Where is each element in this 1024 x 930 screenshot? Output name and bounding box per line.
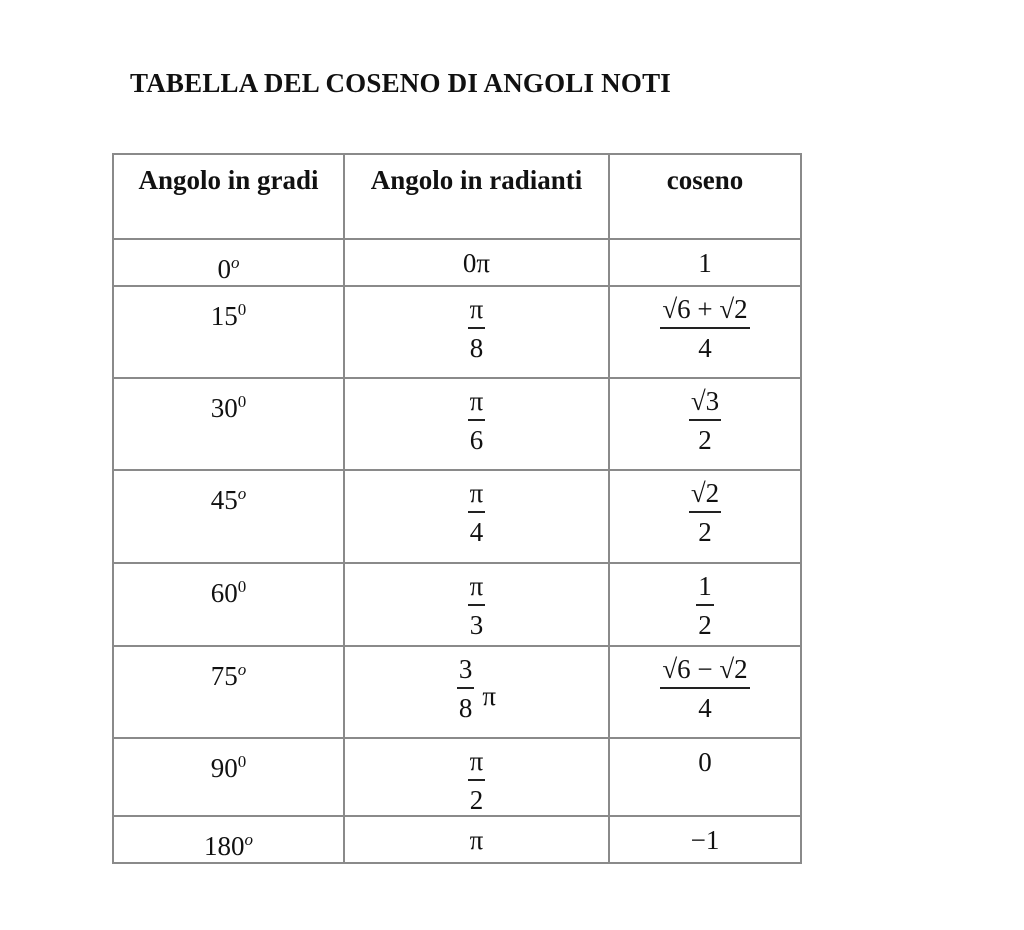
degree-symbol: 0 — [237, 392, 247, 411]
radians-value — [463, 248, 490, 278]
radians-denominator: 2 — [469, 785, 484, 815]
radians-value — [470, 825, 484, 855]
cosine-value — [698, 248, 712, 278]
cosine-denominator: 4 — [698, 333, 712, 363]
cosine-fraction — [660, 295, 749, 363]
cosine-text: 0 — [698, 747, 712, 777]
radians-cell — [344, 563, 609, 646]
radians-text: π — [469, 825, 484, 855]
cosine-cell — [609, 563, 801, 646]
radians-value — [457, 654, 497, 723]
radians-numerator: π — [468, 387, 486, 421]
degree-symbol: 0 — [237, 752, 247, 771]
degree-symbol: 0 — [237, 577, 247, 596]
table-row — [113, 378, 801, 470]
table-row — [113, 239, 801, 286]
radians-value — [468, 746, 486, 815]
radians-fraction — [468, 572, 486, 640]
cosine-value — [689, 478, 721, 547]
degrees-cell — [113, 738, 344, 816]
radians-cell — [344, 646, 609, 738]
cosine-text: 1 — [698, 248, 712, 278]
degrees-value: 45 — [210, 485, 238, 515]
table-row — [113, 563, 801, 646]
cosine-denominator: 2 — [698, 610, 712, 640]
radians-numerator: π — [468, 747, 486, 781]
cosine-table — [112, 153, 802, 864]
cosine-cell — [609, 470, 801, 563]
degree-symbol: o — [237, 660, 247, 679]
cosine-cell — [609, 286, 801, 378]
cosine-fraction — [660, 655, 749, 723]
radians-numerator: π — [468, 572, 486, 606]
degrees-cell — [113, 646, 344, 738]
radians-denominator: 3 — [469, 610, 484, 640]
table-row — [113, 738, 801, 816]
radians-numerator: π — [468, 295, 486, 329]
radians-cell — [344, 816, 609, 863]
cosine-denominator: 4 — [698, 693, 712, 723]
radians-denominator: 4 — [469, 517, 484, 547]
radians-fraction — [468, 747, 486, 815]
degrees-value: 60 — [210, 578, 238, 608]
table-header-row — [113, 154, 801, 239]
radians-value — [468, 294, 486, 363]
cosine-cell — [609, 816, 801, 863]
table-row — [113, 816, 801, 863]
degrees-cell — [113, 286, 344, 378]
table-row — [113, 646, 801, 738]
degree-symbol: o — [237, 484, 247, 503]
radians-text: 0π — [462, 248, 491, 278]
radians-value — [468, 478, 486, 547]
radians-suffix: π — [482, 681, 497, 711]
degree-symbol: o — [244, 830, 253, 849]
cosine-cell — [609, 239, 801, 286]
cosine-numerator: √3 — [689, 387, 721, 421]
cosine-denominator: 2 — [698, 517, 712, 547]
table-row — [113, 286, 801, 378]
degrees-cell — [113, 816, 344, 863]
radians-fraction — [468, 387, 486, 455]
degree-symbol: 0 — [237, 300, 247, 319]
cosine-denominator: 2 — [698, 425, 712, 455]
radians-cell — [344, 286, 609, 378]
cosine-value — [691, 825, 720, 855]
radians-denominator: 8 — [458, 693, 473, 723]
degrees-cell — [113, 470, 344, 563]
radians-denominator: 6 — [469, 425, 484, 455]
degree-symbol: o — [231, 253, 240, 272]
cosine-numerator: √6 − √2 — [660, 655, 749, 689]
cosine-cell — [609, 738, 801, 816]
cosine-cell — [609, 378, 801, 470]
radians-numerator: 3 — [457, 655, 475, 689]
radians-fraction — [468, 479, 486, 547]
degrees-value: 15 — [210, 301, 238, 331]
cosine-numerator: √6 + √2 — [660, 295, 749, 329]
degrees-value: 180 — [204, 831, 245, 861]
degrees-cell — [113, 378, 344, 470]
radians-cell — [344, 470, 609, 563]
radians-cell — [344, 738, 609, 816]
cosine-fraction — [696, 572, 714, 640]
cosine-numerator: 1 — [696, 572, 714, 606]
radians-value — [468, 571, 486, 640]
cosine-text: −1 — [690, 825, 720, 855]
cosine-fraction — [689, 479, 721, 547]
cosine-value — [698, 747, 712, 777]
radians-numerator: π — [468, 479, 486, 513]
degrees-cell — [113, 563, 344, 646]
radians-cell — [344, 239, 609, 286]
radians-value — [468, 386, 486, 455]
radians-fraction — [457, 655, 475, 723]
cosine-numerator: √2 — [689, 479, 721, 513]
degrees-value: 30 — [210, 393, 238, 423]
document-title: TABELLA DEL COSENO DI ANGOLI NOTI — [130, 68, 671, 98]
radians-cell — [344, 378, 609, 470]
cosine-fraction — [689, 387, 721, 455]
radians-fraction — [468, 295, 486, 363]
cosine-value — [660, 654, 749, 723]
table-row — [113, 470, 801, 563]
cosine-cell — [609, 646, 801, 738]
radians-denominator: 8 — [469, 333, 484, 363]
degrees-value: 90 — [210, 753, 238, 783]
cosine-value — [660, 294, 749, 363]
degrees-value: 0 — [217, 254, 231, 284]
degrees-cell — [113, 239, 344, 286]
cosine-value — [696, 571, 714, 640]
header-cosine: coseno — [609, 154, 801, 239]
header-degrees: Angolo in gradi — [113, 154, 344, 239]
header-radians: Angolo in radianti — [344, 154, 609, 239]
degrees-value: 75 — [210, 661, 238, 691]
cosine-value — [689, 386, 721, 455]
